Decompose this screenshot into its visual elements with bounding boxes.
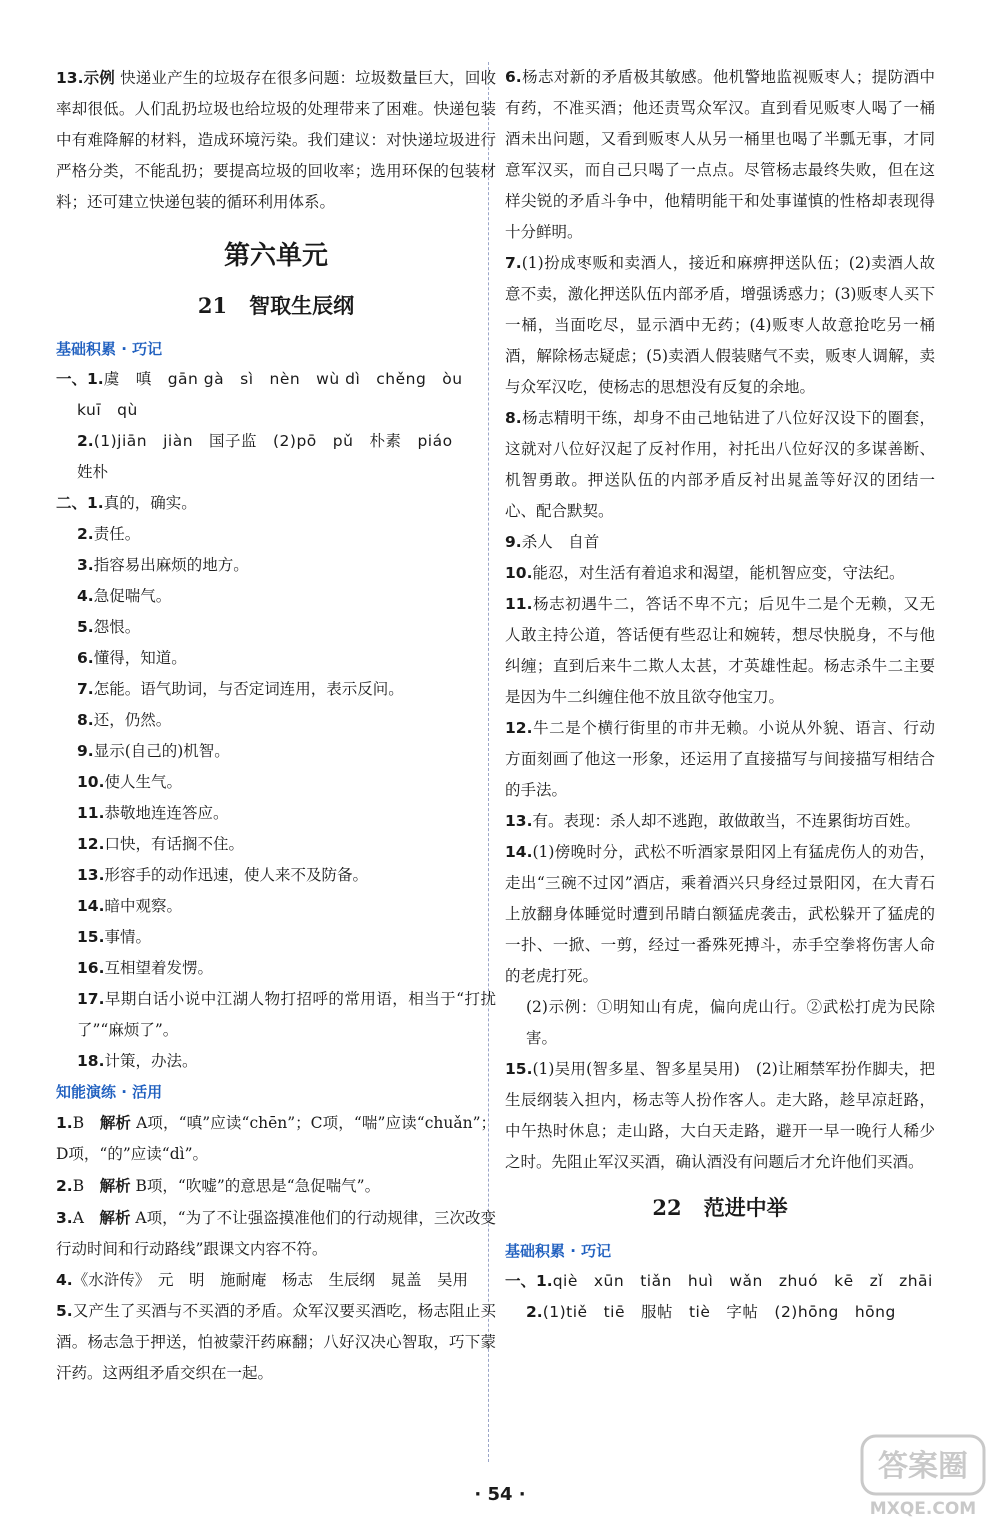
skill-answer-item: 1.B 解析 A项，“嗔”应读“chēn”；C项，“喘”应读“chuǎn”；D项，“的”应读“dì”。 — [56, 1113, 496, 1163]
answer-22-1-2: 2.(1)tiě tiē 服帖 tiè 字帖 (2)hōng hōng — [526, 1303, 896, 1321]
example-label: 示例 — [83, 68, 115, 87]
right-answer-list — [505, 62, 935, 1178]
definition-item: 4.急促喘气。 — [77, 587, 172, 605]
answer-subitem: (2)示例：①明知山有虎，偏向虎山行。②武松打虎为民除害。 — [526, 998, 935, 1047]
definition-item: 17.早期白话小说中江湖人物打招呼的常用语，相当于“打扰了”“麻烦了”。 — [77, 990, 496, 1039]
answer-1-2: 2.(1)jiān jiàn 国子监 (2)pō pǔ 朴素 piáo — [77, 432, 453, 450]
skill-answer-list — [56, 1107, 496, 1389]
skill-answer-item: 4.《水浒传》 元 明 施耐庵 杨志 生辰纲 晁盖 吴用 — [56, 1271, 468, 1289]
lesson-22-title: 22 范进中举 — [652, 1195, 788, 1220]
right-column — [505, 62, 935, 1328]
definition-item: 二、1.真的，确实。 — [56, 494, 197, 512]
analysis-label: 解析 — [99, 1113, 132, 1132]
answer-item: 13.有。表现：杀人却不逃跑，敢做敢当，不连累街坊百姓。 — [505, 812, 920, 830]
definition-item: 16.互相望着发愣。 — [77, 959, 213, 977]
definition-item: 10.使人生气。 — [77, 773, 182, 791]
analysis-label: 解析 — [99, 1208, 131, 1227]
answer-1-1: 一、1.虞 嗔 gān gà sì nèn wù dì chěng òu — [56, 370, 463, 388]
answer-item: 9.杀人 自首 — [505, 533, 600, 551]
definition-item: 11.恭敬地连连答应。 — [77, 804, 229, 822]
watermark-text: 答案圈 — [878, 1449, 968, 1484]
answer-item: 7.(1)扮成枣贩和卖酒人，接近和麻痹押送队伍；(2)卖酒人故意不卖，激化押送队伍内部矛盾，增强诱惑力；(3)贩枣人买下一桶，当面吃尽，显示酒中无药；(4)贩枣人故意抢吃另一桶酒，解除杨志疑虑；(5)卖酒人假装赌气不卖，贩枣人调解，卖与众军汉吃，使杨志的思想没有反复的余地。 — [505, 254, 935, 396]
definition-item: 7.怎能。语气助词，与否定词连用，表示反问。 — [77, 680, 404, 698]
analysis-label: 解析 — [99, 1176, 131, 1195]
left-column: 13.示例 快递业产生的垃圾存在很多问题：垃圾数量巨大，回收率却很低。人们乱扔垃圾也给垃圾的处理带来了困难。快递包装中有难降解的材料，造成环境污染。我们建议：对快递垃圾进行严格分类，不能乱扔；要提高垃圾的回收率；选用环保的包装材料；还可建立快递包装的循环利用体系。 第六单元 21 智取生辰纲 基础积累 · 巧记 一、1.虞 嗔 gān gà sì nèn wù dì chěng òu kuī qù 2.(1)jiān jiàn 国子监 (2)pō pǔ 朴素 piáo 姓朴 二、1.真的，确实。 2.责任。 3.指容易出麻烦的地方。 4.急促喘气。 5.怨恨。 6.懂得，知道。 7.怎能。语气助词，与否定词连用，表示反问。 8.还，仍然。 9.显示(自己的)机智。 10.使人生气。 11.恭敬地连连答应。 12.口快，有话搁不住。 13.形容手的动作迅速，使人来不及防备。 14.暗中观察。 15.事情。 16.互相望着发愣。 17.早期白话小说中江湖人物打招呼的常用语，相当于“打扰了”“麻烦了”。 18.计策，办法。 知能演练 · 活用 1.B 解析 A项，“嗔”应读“chēn”；C项，“喘”应读“chuǎn”；D项，“的”应读“dì”。 2.B 解析 B项，“吹嘘”的意思是“急促喘气”。 3.A 解析 A项，“为了不让强盗摸准他们的行动规律，三次改变行动时间和行动路线”跟课文内容不符。 4.《水浒传》 元 明 施耐庵 杨志 生辰纲 晁盖 吴用 5.又产生了买酒与不买酒的矛盾。众军汉要买酒吃，杨志阻止买酒。杨志急于押送，怕被蒙汗药麻翻；八好汉决心智取，巧下蒙汗药。这两组矛盾交织在一起。 — [56, 62, 496, 1389]
definition-item: 2.责任。 — [77, 525, 141, 543]
answer-item: 11.杨志初遇牛二，答话不卑不亢；后见牛二是个无赖，又无人敢主持公道，答话便有些忍让和婉转，想尽快脱身，不与他纠缠；直到后来牛二欺人太甚，才英雄性起。杨志杀牛二主要是因为牛二纠缠住他不放且欲夺他宝刀。 — [505, 595, 935, 706]
definition-item: 3.指容易出麻烦的地方。 — [77, 556, 249, 574]
section-heading-basic-22: 基础积累 · 巧记 — [505, 1242, 612, 1260]
answer-item: 14.(1)傍晚时分，武松不听酒家景阳冈上有猛虎伤人的劝告，走出“三碗不过冈”酒店，乘着酒兴只身经过景阳冈，在大青石上放翻身体睡觉时遭到吊睛白额猛虎袭击，武松躲开了猛虎的一扑、一掀、一剪，经过一番殊死搏斗，赤手空拳将伤害人命的老虎打死。 — [505, 843, 935, 985]
answer-13: 13.示例 快递业产生的垃圾存在很多问题：垃圾数量巨大，回收率却很低。人们乱扔垃圾也给垃圾的处理带来了困难。快递包装中有难降解的材料，造成环境污染。我们建议：对快递垃圾进行严格分类，不能乱扔；要提高垃圾的回收率；选用环保的包装材料；还可建立快递包装的循环利用体系。 — [56, 68, 496, 211]
definition-item: 5.怨恨。 — [77, 618, 141, 636]
skill-answer-item: 5.又产生了买酒与不买酒的矛盾。众军汉要买酒吃，杨志阻止买酒。杨志急于押送，怕被蒙汗药麻翻；八好汉决心智取，巧下蒙汗药。这两组矛盾交织在一起。 — [56, 1302, 496, 1382]
watermark-logo — [858, 1430, 988, 1522]
definition-list — [56, 488, 496, 1077]
lesson-21-title: 21 智取生辰纲 — [197, 293, 355, 318]
definition-item: 18.计策，办法。 — [77, 1052, 198, 1070]
definition-item: 14.暗中观察。 — [77, 897, 182, 915]
skill-answer-item: 2.B 解析 B项，“吹嘘”的意思是“急促喘气”。 — [56, 1176, 381, 1195]
unit-title: 第六单元 — [223, 241, 328, 271]
definition-item: 8.还，仍然。 — [77, 711, 172, 729]
section-heading-basic: 基础积累 · 巧记 — [56, 340, 163, 358]
definition-item: 9.显示(自己的)机智。 — [77, 742, 230, 760]
skill-answer-item: 3.A 解析 A项，“为了不让强盗摸准他们的行动规律，三次改变行动时间和行动路线”跟课文内容不符。 — [56, 1208, 496, 1258]
definition-item: 13.形容手的动作迅速，使人来不及防备。 — [77, 866, 368, 884]
section-heading-skill: 知能演练 · 活用 — [56, 1083, 163, 1101]
answer-item: 6.杨志对新的矛盾极其敏感。他机警地监视贩枣人；提防酒中有药，不准买酒；他还责骂众军汉。直到看见贩枣人喝了一桶酒未出问题，又看到贩枣人从另一桶里也喝了半瓢无事，才同意军汉买，而自己只喝了一点点。尽管杨志最终失败，但在这样尖锐的矛盾斗争中，他精明能干和处事谨慎的性格却表现得十分鲜明。 — [505, 68, 935, 241]
definition-item: 12.口快，有话搁不住。 — [77, 835, 244, 853]
answer-22-1-1: 一、1.qiè xūn tiǎn huì wǎn zhuó kē zǐ zhāi — [505, 1272, 933, 1290]
watermark-url: MXQE.COM — [869, 1499, 977, 1519]
definition-item: 6.懂得，知道。 — [77, 649, 187, 667]
page-number: · 54 · — [474, 1484, 526, 1505]
answer-item: 15.(1)吴用(智多星、智多星吴用) (2)让厢禁军扮作脚夫，把生辰纲装入担内，杨志等人扮作客人。走大路，趁早凉赶路，中午热时休息；走山路，大白天走路，避开一早一晚行人稀少之时。先阻止军汉买酒，确认酒没有问题后才允许他们买酒。 — [505, 1060, 935, 1171]
answer-item: 10.能忍，对生活有着追求和渴望，能机智应变，守法纪。 — [505, 564, 905, 582]
answer-item: 12.牛二是个横行街里的市井无赖。小说从外貌、语言、行动方面刻画了他这一形象，还运用了直接描写与间接描写相结合的手法。 — [505, 719, 935, 799]
definition-item: 15.事情。 — [77, 928, 151, 946]
answer-item: 8.杨志精明干练，却身不由己地钻进了八位好汉设下的圈套，这就对八位好汉起了反衬作用，衬托出八位好汉的多谋善断、机智勇敢。押送队伍的内部矛盾反衬出晁盖等好汉的团结一心、配合默契。 — [505, 409, 935, 520]
